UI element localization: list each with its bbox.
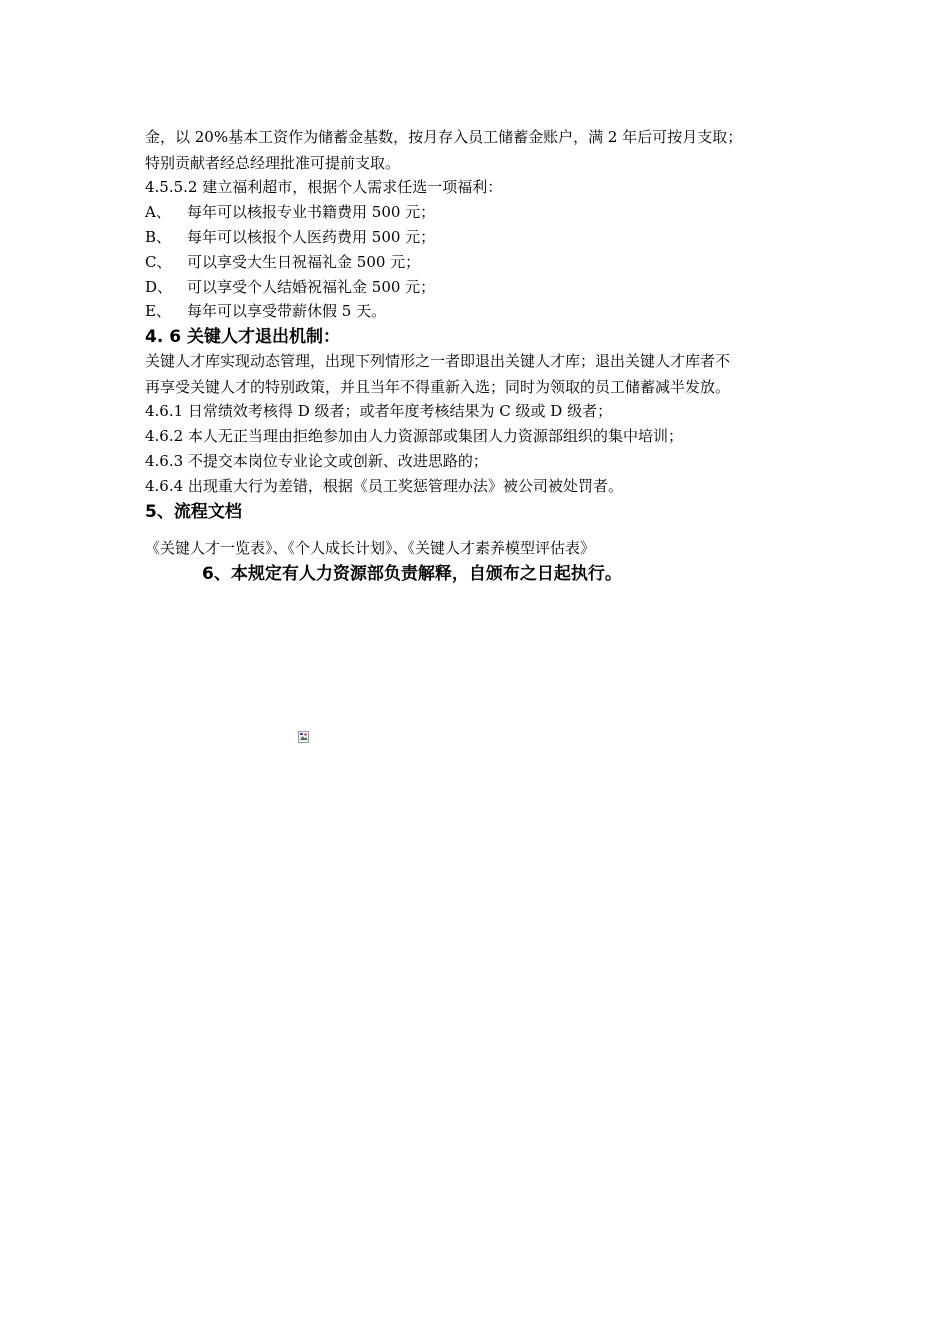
list-marker: D、	[145, 278, 173, 296]
clause-item: 4.6.4 出现重大行为差错，根据《员工奖惩管理办法》被公司被处罚者。	[145, 477, 623, 495]
section-heading: 4. 6 关键人才退出机制：	[145, 327, 340, 347]
clause-item: 4.6.3 不提交本岗位专业论文或创新、改进思路的；	[145, 452, 488, 470]
list-item-text: 可以享受大生日祝福礼金 500 元；	[187, 253, 421, 271]
paragraph-line: 再享受关键人才的特别政策，并且当年不得重新入选；同时为领取的员工储蓄减半发放。	[145, 378, 731, 396]
list-item	[145, 227, 435, 247]
list-marker: A、	[145, 203, 171, 221]
paragraph-line: 特别贡献者经总经理批准可提前支取。	[145, 154, 401, 172]
list-marker: C、	[145, 253, 172, 271]
list-item	[145, 277, 435, 297]
paragraph-line: 金，以 20%基本工资作为储蓄金基数，按月存入员工储蓄金账户，满 2 年后可按月支取；	[145, 128, 743, 146]
section-heading: 5、流程文档	[145, 502, 242, 522]
list-item	[145, 301, 386, 321]
closing-statement: 6、本规定有人力资源部负责解释，自颁布之日起执行。	[202, 564, 622, 584]
document-list: 《关键人才一览表》、《个人成长计划》、《关键人才素养模型评估表》	[145, 539, 596, 557]
list-item-text: 每年可以享受带薪休假 5 天。	[187, 302, 387, 320]
clause-item: 4.6.2 本人无正当理由拒绝参加由人力资源部或集团人力资源部组织的集中培训；	[145, 427, 683, 445]
list-marker: B、	[145, 228, 172, 246]
paragraph-line: 关键人才库实现动态管理，出现下列情形之一者即退出关键人才库；退出关键人才库者不	[145, 352, 731, 370]
list-item-text: 每年可以核报个人医药费用 500 元；	[187, 228, 436, 246]
list-marker: E、	[145, 302, 171, 320]
list-item-text: 每年可以核报专业书籍费用 500 元；	[187, 203, 436, 221]
broken-image-icon	[298, 731, 309, 743]
list-item	[145, 202, 435, 222]
clause-item: 4.6.1 日常绩效考核得 D 级者；或者年度考核结果为 C 级或 D 级者；	[145, 402, 613, 420]
paragraph-line: 4.5.5.2 建立福利超市，根据个人需求任选一项福利：	[145, 178, 503, 196]
list-item	[145, 252, 420, 272]
list-item-text: 可以享受个人结婚祝福礼金 500 元；	[187, 278, 436, 296]
